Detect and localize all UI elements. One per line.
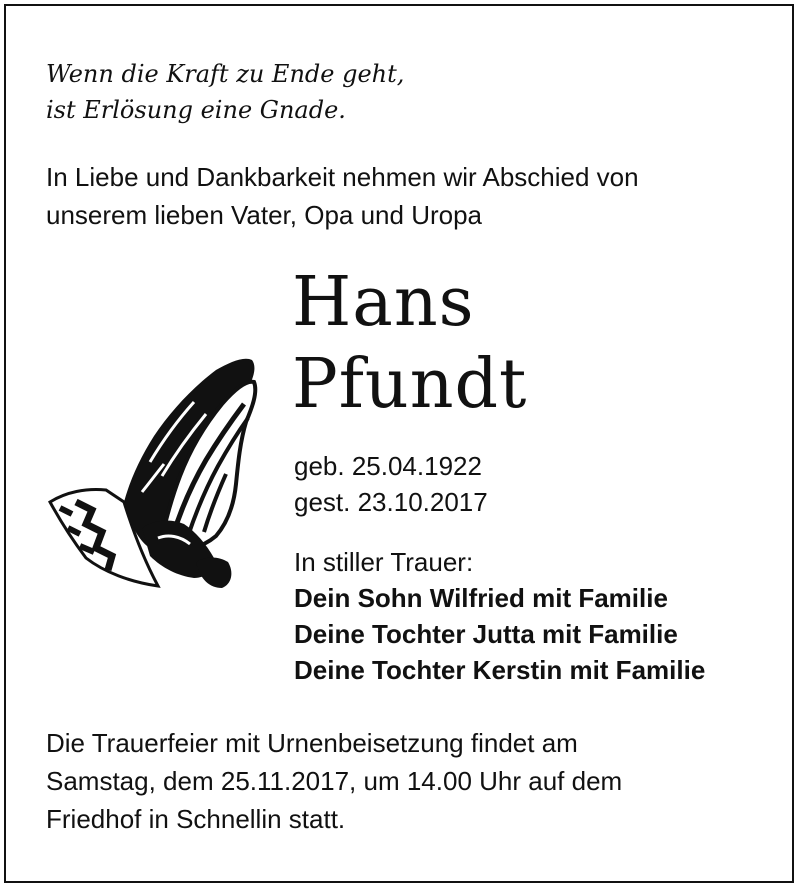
mourners-block <box>294 544 705 688</box>
death-date: gest. 23.10.2017 <box>294 487 488 517</box>
service-line-3: Friedhof in Schnellin statt. <box>46 804 346 834</box>
intro-line-1: In Liebe und Dankbarkeit nehmen wir Abschied von <box>46 162 639 192</box>
motto-line-1: Wenn die Kraft zu Ende geht, <box>46 60 405 88</box>
intro-text <box>46 158 766 234</box>
last-name: Pfundt <box>292 345 528 424</box>
mourner-family: Deine Tochter Kerstin mit Familie <box>294 655 706 685</box>
intro-line-2: unserem lieben Vater, Opa und Uropa <box>46 200 483 230</box>
first-name: Hans <box>292 263 475 342</box>
mourners-heading: In stiller Trauer: <box>294 547 474 577</box>
deceased-name <box>292 262 527 426</box>
funeral-service-info <box>46 724 766 838</box>
birth-date: geb. 25.04.1922 <box>294 451 482 481</box>
life-dates <box>294 448 488 520</box>
obituary-notice <box>4 4 794 883</box>
mourner-family: Dein Sohn Wilfried mit Familie <box>294 583 668 613</box>
mourner-family: Deine Tochter Jutta mit Familie <box>294 619 678 649</box>
motto-verse <box>46 56 404 128</box>
service-line-1: Die Trauerfeier mit Urnenbeisetzung findet am <box>46 728 578 758</box>
praying-hands-icon <box>46 352 260 592</box>
service-line-2: Samstag, dem 25.11.2017, um 14.00 Uhr auf dem <box>46 766 623 796</box>
motto-line-2: ist Erlösung eine Gnade. <box>46 96 346 124</box>
